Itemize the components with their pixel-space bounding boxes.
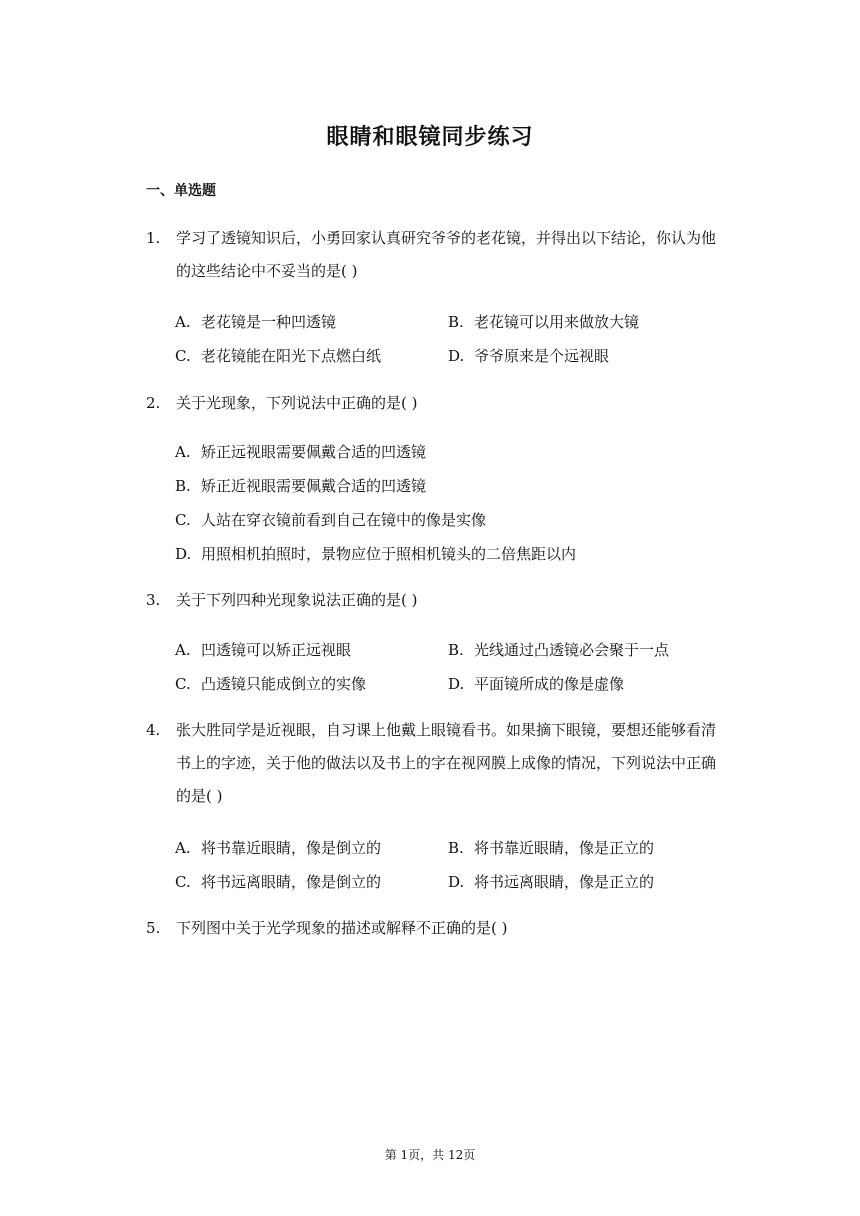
option-text: 用照相机拍照时，景物应位于照相机镜头的二倍焦距以内 <box>201 545 577 563</box>
question-text: 关于下列四种光现象说法正确的是( ) <box>176 591 418 609</box>
question-number: 3. <box>146 591 161 609</box>
option-letter: D. <box>448 675 465 693</box>
page-title: 眼睛和眼镜同步练习 <box>326 124 534 150</box>
option-text: 爷爷原来是个远视眼 <box>474 347 610 365</box>
option-letter: B. <box>448 839 464 857</box>
option-text: 老花镜能在阳光下点燃白纸 <box>201 347 382 365</box>
option-text: 矫正远视眼需要佩戴合适的凹透镜 <box>201 443 427 461</box>
option-text: 平面镜所成的像是虚像 <box>474 675 625 693</box>
option-1c <box>175 345 381 366</box>
option-text: 老花镜是一种凹透镜 <box>201 313 337 331</box>
option-letter: C. <box>175 873 191 891</box>
option-letter: D. <box>175 545 192 563</box>
option-3a <box>175 639 351 660</box>
option-1b <box>448 311 639 332</box>
option-4b <box>448 837 654 858</box>
option-text: 将书靠近眼睛，像是倒立的 <box>201 839 382 857</box>
option-text: 人站在穿衣镜前看到自己在镜中的像是实像 <box>201 511 487 529</box>
option-2c <box>175 509 486 530</box>
option-letter: C. <box>175 511 191 529</box>
option-1d <box>448 345 609 366</box>
option-letter: D. <box>448 347 465 365</box>
option-letter: B. <box>448 641 464 659</box>
option-letter: C. <box>175 347 191 365</box>
option-letter: A. <box>175 443 191 461</box>
option-letter: A. <box>175 641 191 659</box>
question-text: 下列图中关于光学现象的描述或解释不正确的是( ) <box>176 919 508 937</box>
option-letter: B. <box>175 477 191 495</box>
option-2a <box>175 441 426 462</box>
option-letter: A. <box>175 313 191 331</box>
option-text: 光线通过凸透镜必会聚于一点 <box>474 641 670 659</box>
question-number: 2. <box>146 394 161 412</box>
option-text: 矫正近视眼需要佩戴合适的凹透镜 <box>201 477 427 495</box>
question-text: 学习了透镜知识后，小勇回家认真研究爷爷的老花镜，并得出以下结论，你认为他的这些结论中不妥当的是( ) <box>176 229 717 280</box>
option-letter: A. <box>175 839 191 857</box>
option-text: 老花镜可以用来做放大镜 <box>474 313 640 331</box>
option-text: 将书远离眼睛，像是倒立的 <box>201 873 382 891</box>
option-letter: B. <box>448 313 464 331</box>
question-number: 1. <box>146 229 161 247</box>
option-text: 将书远离眼睛，像是正立的 <box>474 873 655 891</box>
page-footer: 第 1页，共 12页 <box>384 1148 476 1162</box>
option-letter: C. <box>175 675 191 693</box>
option-2d <box>175 543 576 564</box>
section-heading: 一、单选题 <box>146 183 216 199</box>
option-4d <box>448 871 654 892</box>
option-1a <box>175 311 336 332</box>
option-text: 将书靠近眼睛，像是正立的 <box>474 839 655 857</box>
option-4c <box>175 871 381 892</box>
question-number: 4. <box>146 721 161 739</box>
question-text: 关于光现象，下列说法中正确的是( ) <box>176 394 418 412</box>
option-text: 凸透镜只能成倒立的实像 <box>201 675 367 693</box>
option-3b <box>448 639 669 660</box>
option-3d <box>448 673 624 694</box>
question-number: 5. <box>146 919 161 937</box>
option-4a <box>175 837 381 858</box>
question-text: 张大胜同学是近视眼，自习课上他戴上眼镜看书。如果摘下眼镜，要想还能够看清书上的字迹，关于他的做法以及书上的字在视网膜上成像的情况，下列说法中正确的是( ) <box>176 721 717 805</box>
option-3c <box>175 673 366 694</box>
option-letter: D. <box>448 873 465 891</box>
option-text: 凹透镜可以矫正远视眼 <box>201 641 352 659</box>
option-2b <box>175 475 426 496</box>
